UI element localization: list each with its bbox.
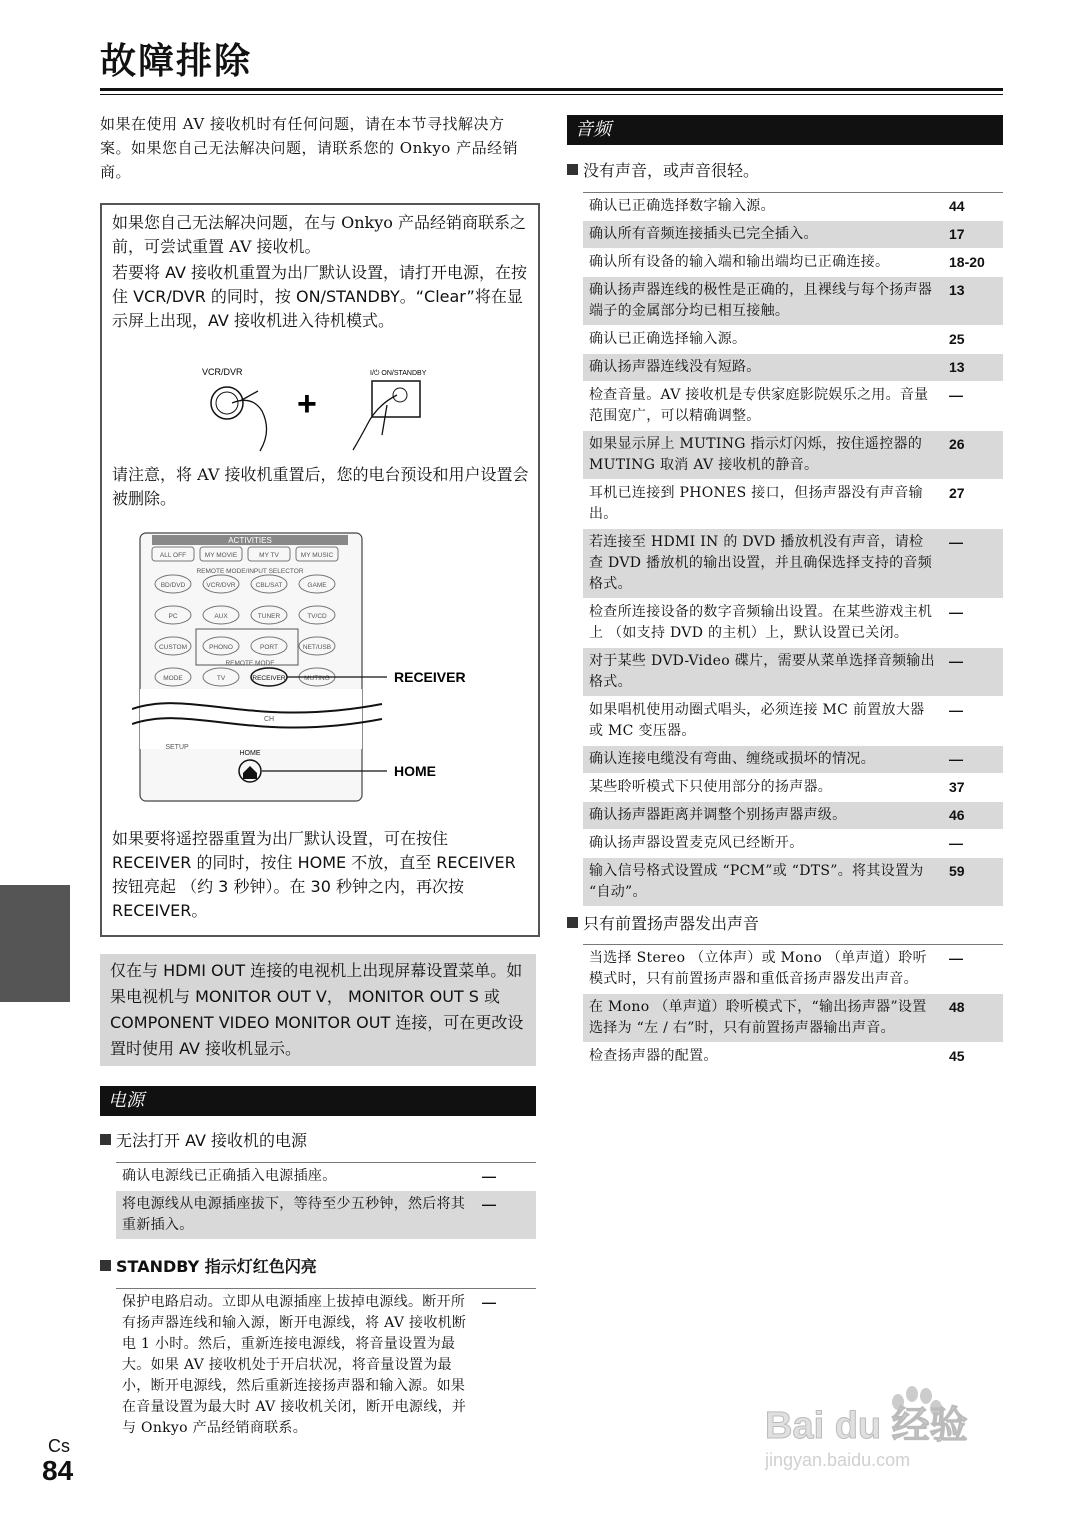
table-row — [116, 1163, 536, 1191]
activities-label: ACTIVITIES — [228, 536, 272, 545]
svg-text:TV/CD: TV/CD — [307, 613, 327, 620]
svg-text:TUNER: TUNER — [257, 613, 281, 620]
title-rule — [100, 94, 1003, 95]
table-row — [583, 193, 1003, 221]
table-row — [583, 480, 1003, 529]
reset-text-3: 请注意，将 AV 接收机重置后，您的电台预设和用户设置会被删除。 — [112, 465, 529, 508]
power-section-header: 电源 — [100, 1086, 536, 1116]
remote-illustration — [132, 529, 522, 804]
svg-text:MY MUSIC: MY MUSIC — [300, 552, 334, 559]
row-text: 耳机已连接到 PHONES 接口，但扬声器没有声音输出。 — [589, 485, 923, 522]
row-page-ref: 13 — [941, 277, 1003, 326]
row-text: 某些聆听模式下只使用部分的扬声器。 — [589, 779, 833, 795]
row-text: 保护电路启动。立即从电源插座上拔掉电源线。断开所有扬声器连线和输入源，断开电源线，将 AV 接收机断电 1 小时。然后，重新连接电源线，将音量设置为最大。如果 AV 接收机处于开启状况，将音量设置为最小，断开电源线，然后重新连接扬声器和输入源。如果在音量设置为最大时 AV 接收机关闭，断开电源线，并与 Onkyo 产品经销商联系。 — [122, 1294, 467, 1436]
page-number: 84 — [42, 1455, 74, 1486]
table-row — [583, 746, 1003, 774]
row-text: 将电源线从电源插座拔下，等待至少五秒钟，然后将其重新插入。 — [116, 1191, 474, 1240]
row-page-ref: 26 — [941, 431, 1003, 480]
reset-text-1: 如果您自己无法解决问题，在与 Onkyo 产品经销商联系之前，可尝试重置 AV 接收机。 — [112, 213, 526, 256]
home-callout: HOME — [394, 763, 436, 779]
row-page-ref: — — [474, 1191, 536, 1240]
on-standby-label: I/⏻ ON/STANDBY — [370, 370, 427, 377]
svg-text:GAME: GAME — [307, 582, 327, 589]
row-page-ref: 27 — [949, 485, 965, 501]
power-table-2 — [116, 1288, 536, 1443]
svg-text:PORT: PORT — [260, 644, 278, 651]
intro-paragraph: 如果在使用 AV 接收机时有任何问题，请在本节寻找解决方案。如果您自己无法解决问题，请联系您的 Onkyo 产品经销商。 — [100, 115, 519, 181]
reset-text-4: 如果要将遥控器重置为出厂默认设置，可在按住 RECEIVER 的同时，按住 HOME 不放，直至 RECEIVER 按钮亮起 （约 3 秒钟）。在 30 秒钟之内，再次按 RECEIVER。 — [112, 829, 516, 920]
bullet-square-icon — [567, 917, 578, 928]
svg-text:Bai du 经验: Bai du 经验 — [765, 1405, 968, 1447]
row-page-ref: — — [482, 1294, 496, 1310]
row-page-ref: — — [949, 387, 963, 403]
table-row — [116, 1191, 536, 1240]
row-text: 检查所连接设备的数字音频输出设置。在某些游戏主机上 （如支持 DVD 的主机）上，默认设置已关闭。 — [589, 604, 933, 641]
row-page-ref: — — [949, 702, 963, 718]
svg-text:MODE: MODE — [163, 675, 183, 682]
svg-text:PHONO: PHONO — [209, 644, 233, 651]
table-row — [583, 354, 1003, 382]
power-subhead-2: STANDBY 指示灯红色闪亮 — [100, 1256, 317, 1278]
row-text: 确认扬声器设置麦克风已经断开。 — [589, 835, 804, 851]
audio-section-header: 音频 — [567, 115, 1003, 145]
row-text: 确认电源线已正确插入电源插座。 — [122, 1168, 337, 1184]
row-text: 确认扬声器距离并调整个别扬声器声级。 — [583, 802, 941, 830]
table-row — [583, 431, 1003, 480]
row-text: 若连接至 HDMI IN 的 DVD 播放机没有声音，请检查 DVD 播放机的输出设置，并且确保选择支持的音频格式。 — [583, 529, 941, 599]
table-row — [116, 1289, 536, 1443]
row-text: 检查音量。AV 接收机是专供家庭影院娱乐之用。音量范围宽广，可以精确调整。 — [589, 387, 929, 424]
svg-text:NET/USB: NET/USB — [302, 644, 332, 651]
audio-subhead-1: 没有声音，或声音很轻。 — [567, 160, 759, 182]
table-row — [583, 529, 1003, 599]
bullet-square-icon — [567, 164, 578, 175]
table-row — [583, 994, 1003, 1043]
reset-illustration — [192, 365, 452, 455]
table-row — [583, 249, 1003, 277]
table-row — [583, 830, 1003, 858]
svg-text:HOME: HOME — [239, 750, 261, 757]
row-page-ref: — — [941, 746, 1003, 774]
row-page-ref: — — [949, 835, 963, 851]
audio-subhead-2: 只有前置扬声器发出声音 — [567, 913, 759, 935]
table-row — [583, 945, 1003, 994]
hand-right-icon — [353, 395, 397, 450]
row-page-ref: 59 — [941, 858, 1003, 907]
row-text: 确认扬声器连线没有短路。 — [583, 354, 941, 382]
power-table-1 — [116, 1162, 536, 1240]
reset-instructions-box — [100, 203, 540, 937]
audio-table-2 — [583, 944, 1003, 1071]
table-row — [583, 1043, 1003, 1071]
row-text: 如果显示屏上 MUTING 指示灯闪烁，按住遥控器的 MUTING 取消 AV 接收机的静音。 — [583, 431, 941, 480]
watermark-logo — [760, 1380, 1010, 1480]
table-row — [583, 697, 1003, 746]
row-page-ref: 46 — [941, 802, 1003, 830]
row-text: 确认已正确选择输入源。 — [589, 331, 747, 347]
svg-text:MY TV: MY TV — [259, 552, 279, 559]
row-page-ref: — — [941, 529, 1003, 599]
svg-text:jingyan.baidu.com: jingyan.baidu.com — [765, 1450, 911, 1470]
row-text: 当选择 Stereo （立体声）或 Mono （单声道）聆听模式时，只有前置扬声器和重低音扬声器发出声音。 — [589, 950, 927, 987]
row-text: 确认连接电缆没有弯曲、缠绕或损坏的情况。 — [583, 746, 941, 774]
svg-text:MUTING: MUTING — [304, 675, 330, 682]
svg-text:VCR/DVR: VCR/DVR — [206, 582, 236, 589]
row-text: 确认所有音频连接插头已完全插入。 — [583, 221, 941, 249]
receiver-callout: RECEIVER — [394, 669, 466, 685]
row-page-ref: 37 — [949, 779, 965, 795]
table-row — [583, 221, 1003, 249]
side-tab — [0, 885, 70, 1002]
svg-text:AUX: AUX — [214, 613, 228, 620]
svg-text:REMOTE MODE: REMOTE MODE — [225, 660, 275, 667]
row-page-ref: — — [949, 950, 963, 966]
table-row — [583, 858, 1003, 907]
row-page-ref: — — [941, 648, 1003, 697]
page-title: 故障排除 — [100, 40, 1003, 91]
row-text: 确认已正确选择数字输入源。 — [589, 198, 775, 214]
table-row — [583, 277, 1003, 326]
plus-icon: + — [297, 385, 317, 423]
bullet-square-icon — [100, 1260, 111, 1271]
row-page-ref: 45 — [949, 1048, 965, 1064]
hdmi-note: 仅在与 HDMI OUT 连接的电视机上出现屏幕设置菜单。如果电视机与 MONITOR OUT V， MONITOR OUT S 或 COMPONENT VIDEO MONITOR OUT 连接，可在更改设置时使用 AV 接收机显示。 — [100, 954, 536, 1066]
svg-text:CBL/SAT: CBL/SAT — [255, 582, 283, 589]
table-row — [583, 774, 1003, 802]
row-text: 在 Mono （单声道）聆听模式下，“输出扬声器”设置选择为 “左 / 右”时，只有前置扬声器输出声音。 — [583, 994, 941, 1043]
table-row — [583, 802, 1003, 830]
svg-text:BD/DVD: BD/DVD — [160, 582, 186, 589]
row-page-ref: 48 — [941, 994, 1003, 1043]
vcr-dvr-label: VCR/DVR — [202, 367, 243, 377]
row-page-ref: — — [949, 604, 963, 620]
audio-table-1 — [583, 192, 1003, 907]
on-standby-button — [372, 381, 420, 417]
row-page-ref: 44 — [949, 198, 965, 214]
svg-text:REMOTE MODE/INPUT SELECTOR: REMOTE MODE/INPUT SELECTOR — [196, 568, 304, 575]
row-text: 确认扬声器连线的极性是正确的，且裸线与每个扬声器端子的金属部分均已相互接触。 — [583, 277, 941, 326]
svg-text:PC: PC — [168, 613, 178, 620]
page-language: Cs — [48, 1436, 70, 1456]
row-page-ref: 18-20 — [949, 254, 985, 270]
row-text: 检查扬声器的配置。 — [589, 1048, 718, 1064]
row-page-ref: 25 — [949, 331, 965, 347]
table-row — [583, 326, 1003, 354]
svg-text:CUSTOM: CUSTOM — [158, 644, 188, 651]
bullet-square-icon — [100, 1134, 111, 1145]
svg-text:MY MOVIE: MY MOVIE — [204, 552, 238, 559]
row-page-ref: 17 — [941, 221, 1003, 249]
row-page-ref: — — [482, 1168, 496, 1184]
row-page-ref: 13 — [941, 354, 1003, 382]
row-text: 输入信号格式设置成 “PCM”或 “DTS”。将其设置为 “自动”。 — [583, 858, 941, 907]
table-row — [583, 648, 1003, 697]
power-subhead-1: 无法打开 AV 接收机的电源 — [100, 1130, 307, 1152]
table-row — [583, 599, 1003, 648]
svg-text:TV: TV — [216, 675, 226, 682]
row-text: 如果唱机使用动圈式唱头，必须连接 MC 前置放大器或 MC 变压器。 — [589, 702, 925, 739]
svg-text:CH: CH — [263, 716, 275, 723]
row-text: 确认所有设备的输入端和输出端均已正确连接。 — [589, 254, 890, 270]
reset-text-2: 若要将 AV 接收机重置为出厂默认设置，请打开电源，在按住 VCR/DVR 的同时，按 ON/STANDBY。“Clear”将在显示屏上出现，AV 接收机进入待机模式。 — [112, 263, 528, 330]
svg-text:RECEIVER: RECEIVER — [252, 675, 286, 682]
table-row — [583, 382, 1003, 431]
svg-text:ALL OFF: ALL OFF — [159, 552, 187, 559]
svg-text:SETUP: SETUP — [165, 744, 189, 751]
row-text: 对于某些 DVD-Video 碟片，需要从菜单选择音频输出格式。 — [583, 648, 941, 697]
